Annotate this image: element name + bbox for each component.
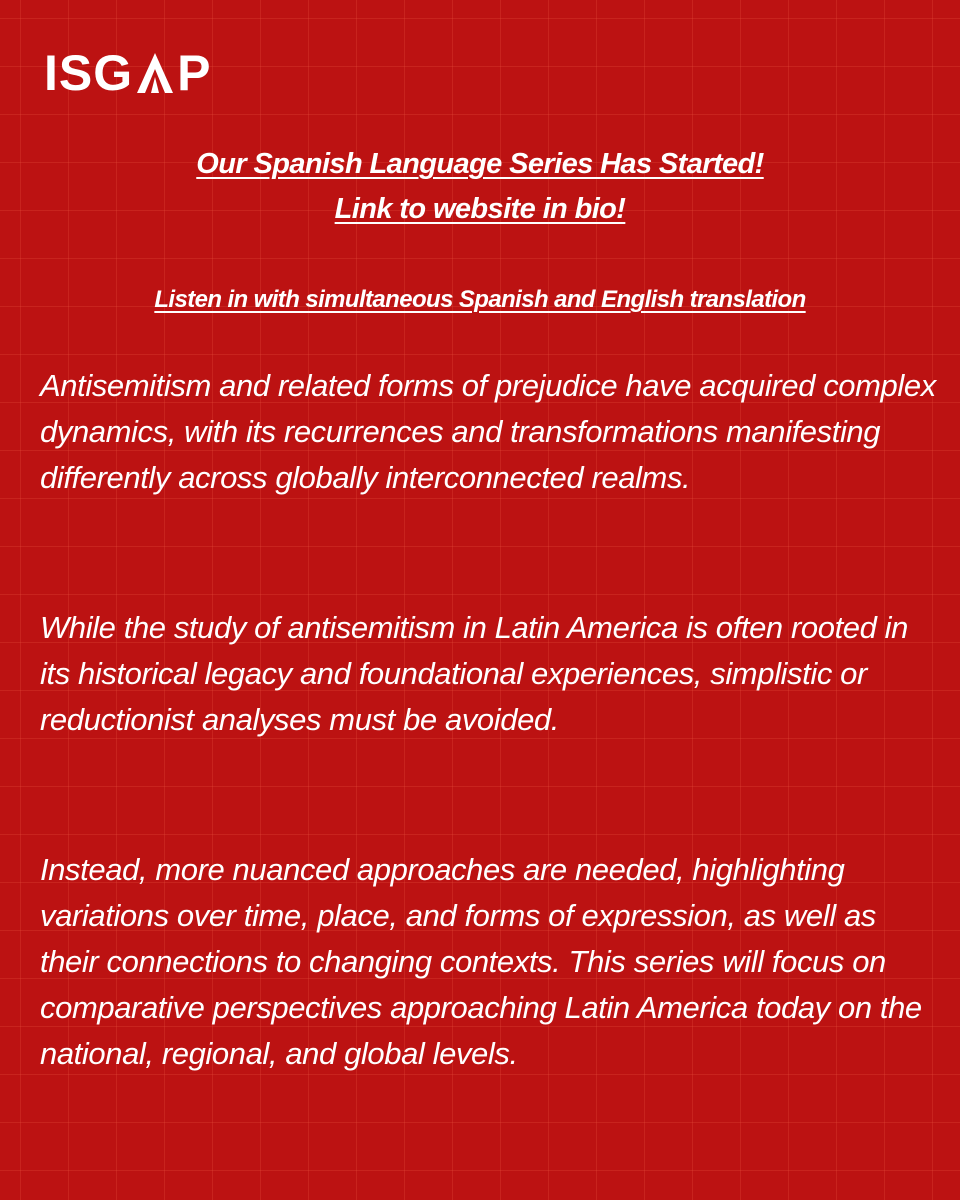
headline-line-1: Our Spanish Language Series Has Started!: [196, 148, 764, 180]
paragraph-3: Instead, more nuanced approaches are needed, highlighting variations over time, place, and forms of expression, as well as their connections to changing contexts. This series will focus on comparative perspectives approaching Latin America today on the national, regional, and global levels.: [40, 852, 922, 1071]
headline: [0, 142, 960, 232]
paragraph-1: Antisemitism and related forms of prejudice have acquired complex dynamics, with its recurrences and transformations manifesting differently across globally interconnected realms.: [40, 368, 936, 495]
headline-line-2: Link to website in bio!: [334, 193, 626, 225]
subheading: Listen in with simultaneous Spanish and English translation: [154, 286, 806, 313]
logo-a-mark-icon: [135, 51, 175, 95]
logo-letter-p: P: [177, 45, 212, 101]
logo-letters-isg: ISG: [44, 45, 134, 101]
paragraph-2: While the study of antisemitism in Latin America is often rooted in its historical legacy and foundational experiences, simplistic or reductionist analyses must be avoided.: [40, 610, 909, 737]
isgap-logo: [44, 44, 212, 102]
logo-wordmark: [44, 44, 212, 102]
